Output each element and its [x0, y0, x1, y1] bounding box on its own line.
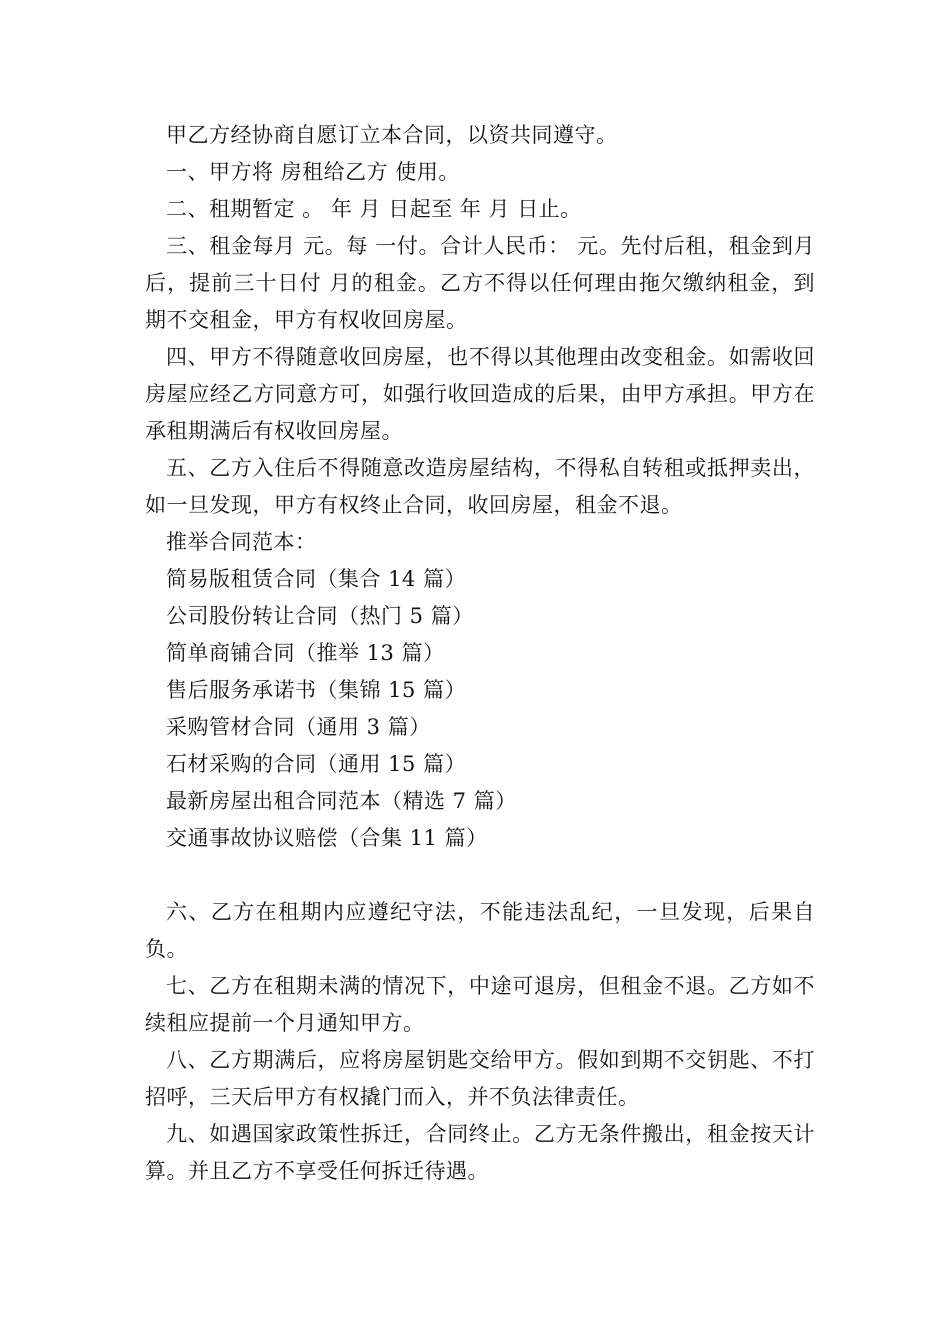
- recommend-heading: 推举合同范本：: [166, 530, 317, 554]
- clause-4: 四、甲方不得随意收回房屋，也不得以其他理由改变租金。如需收回房屋应经乙方同意方可，如强行收回造成的后果，由甲方承担。甲方在承租期满后有权收回房屋。: [145, 345, 815, 443]
- blank-line: [145, 857, 815, 894]
- clause-9: 九、如遇国家政策性拆迁，合同终止。乙方无条件搬出，租金按天计算。并且乙方不享受任何拆迁待遇。: [145, 1122, 815, 1183]
- recommend-link[interactable]: 公司股份转让合同（热门 5 篇）: [166, 604, 474, 628]
- clause-8: 八、乙方期满后，应将房屋钥匙交给甲方。假如到期不交钥匙、不打招呼，三天后甲方有权撬门而入，并不负法律责任。: [145, 1048, 815, 1109]
- recommend-link[interactable]: 简单商铺合同（推举 13 篇）: [166, 641, 445, 665]
- recommend-link[interactable]: 石材采购的合同（通用 15 篇）: [166, 752, 467, 776]
- clause-2: 二、租期暂定 。 年 月 日起至 年 月 日止。: [166, 197, 582, 221]
- clause-3: 三、租金每月 元。每 一付。合计人民币： 元。先付后租，租金到月后，提前三十日付 月的租金。乙方不得以任何理由拖欠缴纳租金，到期不交租金，甲方有权收回房屋。: [145, 234, 815, 332]
- recommend-link[interactable]: 交通事故协议赔偿（合集 11 篇）: [166, 826, 488, 850]
- clause-6: 六、乙方在租期内应遵纪守法，不能违法乱纪，一旦发现，后果自负。: [145, 900, 815, 961]
- clause-1: 一、甲方将 房租给乙方 使用。: [166, 160, 460, 184]
- recommend-link[interactable]: 简易版租赁合同（集合 14 篇）: [166, 567, 467, 591]
- paragraph-intro: 甲乙方经协商自愿订立本合同，以资共同遵守。: [166, 123, 618, 147]
- clause-7: 七、乙方在租期未满的情况下，中途可退房，但租金不退。乙方如不续租应提前一个月通知甲方。: [145, 974, 815, 1035]
- recommend-link[interactable]: 采购管材合同（通用 3 篇）: [166, 715, 431, 739]
- clause-5: 五、乙方入住后不得随意改造房屋结构，不得私自转租或抵押卖出，如一旦发现，甲方有权终止合同，收回房屋，租金不退。: [145, 456, 815, 517]
- contract-body: [145, 117, 815, 1190]
- recommend-link[interactable]: 最新房屋出租合同范本（精选 7 篇）: [166, 789, 517, 813]
- recommend-link[interactable]: 售后服务承诺书（集锦 15 篇）: [166, 678, 467, 702]
